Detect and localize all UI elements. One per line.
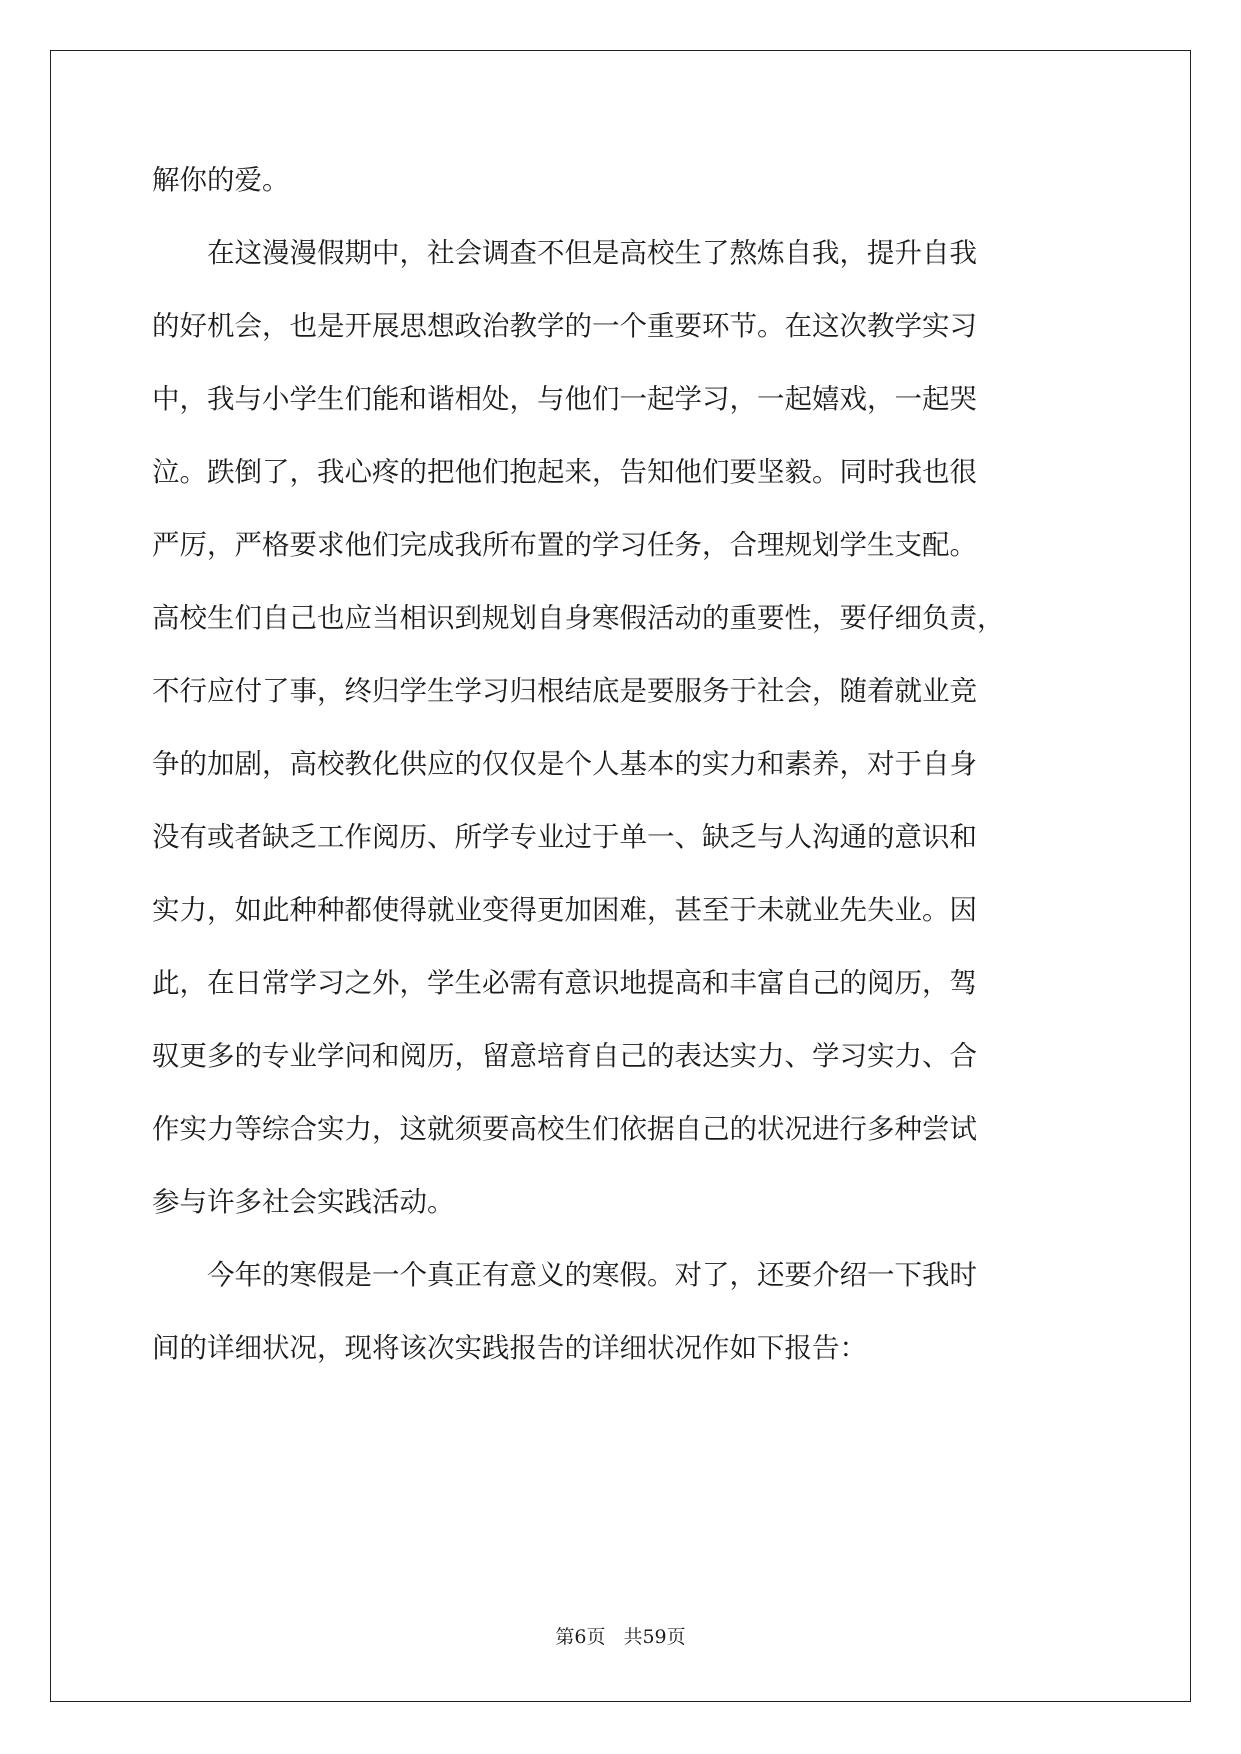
text-line: 此，在日常学习之外，学生必需有意识地提高和丰富自己的阅历，驾 — [152, 967, 977, 999]
text-line: 作实力等综合实力，这就须要高校生们依据自己的状况进行多种尝试 — [152, 1113, 977, 1145]
text-line: 严厉，严格要求他们完成我所布置的学习任务，合理规划学生支配。 — [152, 529, 977, 561]
page-frame — [50, 50, 1191, 1702]
text-line: 解你的爱。 — [152, 164, 290, 196]
page-total: 共59页 — [623, 1626, 686, 1648]
text-line: 争的加剧，高校教化供应的仅仅是个人基本的实力和素养，对于自身 — [152, 748, 977, 780]
text-line: 泣。跌倒了，我心疼的把他们抱起来，告知他们要坚毅。同时我也很 — [152, 456, 977, 488]
text-line: 在这漫漫假期中，社会调查不但是高校生了熬炼自我，提升自我 — [152, 237, 977, 269]
text-line: 的好机会，也是开展思想政治教学的一个重要环节。在这次教学实习 — [152, 310, 977, 342]
text-line: 中，我与小学生们能和谐相处，与他们一起学习，一起嬉戏，一起哭 — [152, 383, 977, 415]
text-line: 间的详细状况，现将该次实践报告的详细状况作如下报告： — [152, 1332, 867, 1364]
text-line: 参与许多社会实践活动。 — [152, 1186, 455, 1218]
text-line: 今年的寒假是一个真正有意义的寒假。对了，还要介绍一下我时 — [152, 1259, 977, 1291]
text-line: 驭更多的专业学问和阅历，留意培育自己的表达实力、学习实力、合 — [152, 1040, 977, 1072]
page-footer — [0, 1622, 1241, 1649]
text-line: 不行应付了事，终归学生学习归根结底是要服务于社会，随着就业竞 — [152, 675, 977, 707]
page-number: 第6页 — [555, 1626, 606, 1648]
text-line: 没有或者缺乏工作阅历、所学专业过于单一、缺乏与人沟通的意识和 — [152, 821, 977, 853]
text-line: 实力，如此种种都使得就业变得更加困难，甚至于未就业先失业。因 — [152, 894, 977, 926]
text-line: 高校生们自己也应当相识到规划自身寒假活动的重要性，要仔细负责， — [152, 602, 1005, 634]
